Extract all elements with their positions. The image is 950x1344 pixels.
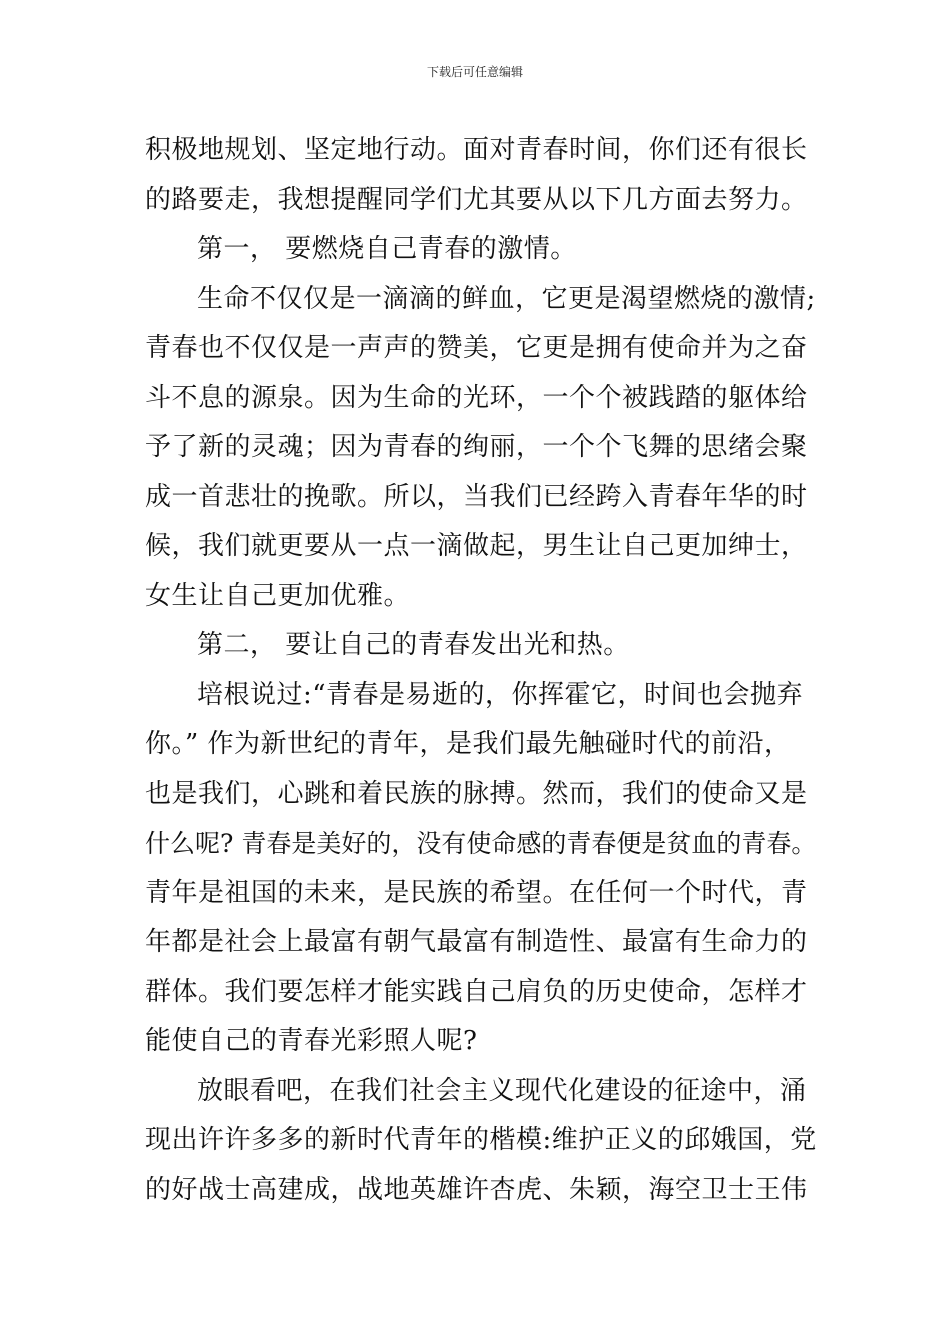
text-line: 你。” 作为新世纪的青年，是我们最先触碰时代的前沿， [145, 729, 791, 759]
text-line: 予了新的灵魂；因为青春的绚丽，一个个飞舞的思绪会聚 [145, 432, 808, 462]
text-line: 成一首悲壮的挽歌。所以，当我们已经跨入青春年华的时 [145, 481, 808, 512]
page-header: 下载后可任意编辑 [426, 65, 523, 79]
text-line: 能使自己的青春光彩照人呢? [145, 1026, 478, 1056]
text-line: 的好战士高建成，战地英雄许杏虎、朱颖，海空卫士王伟 [145, 1174, 808, 1205]
text-line: 候，我们就更要从一点一滴做起，男生让自己更加绅士， [145, 531, 808, 561]
section-heading: 第一， 要燃烧自己青春的激情。 [197, 234, 577, 264]
text-line: 什么呢? 青春是美好的，没有使命感的青春便是贫血的青春。 [145, 829, 817, 858]
body-text [145, 126, 825, 1215]
text-line: 现出许许多多的新时代青年的楷模:维护正义的邱娥国，党 [145, 1125, 817, 1155]
paragraph-first-line: 培根说过:“青春是易逝的，你挥霍它，时间也会抛弃 [197, 679, 804, 710]
text-line: 也是我们，心跳和着民族的脉搏。然而，我们的使命又是 [145, 778, 808, 809]
text-line: 斗不息的源泉。因为生命的光环，一个个被践踏的躯体给 [145, 382, 808, 413]
section-heading: 第二， 要让自己的青春发出光和热。 [197, 630, 630, 660]
paragraph-first-line: 生命不仅仅是一滴滴的鲜血，它更是渴望燃烧的激情; [197, 283, 816, 314]
text-line: 年都是社会上最富有朝气最富有制造性、最富有生命力的 [145, 927, 808, 957]
text-line: 青春也不仅仅是一声声的赞美，它更是拥有使命并为之奋 [145, 333, 808, 363]
text-line: 的路要走，我想提醒同学们尤其要从以下几方面去努力。 [145, 184, 808, 215]
text-line: 群体。我们要怎样才能实践自己肩负的历史使命，怎样才 [145, 976, 808, 1007]
text-line: 积极地规划、坚定地行动。面对青春时间，你们还有很长 [145, 135, 808, 165]
text-line: 青年是祖国的未来，是民族的希望。在任何一个时代，青 [145, 877, 808, 908]
paragraph-first-line: 放眼看吧，在我们社会主义现代化建设的征途中，涌 [197, 1075, 807, 1106]
text-line: 女生让自己更加优雅。 [145, 580, 411, 611]
